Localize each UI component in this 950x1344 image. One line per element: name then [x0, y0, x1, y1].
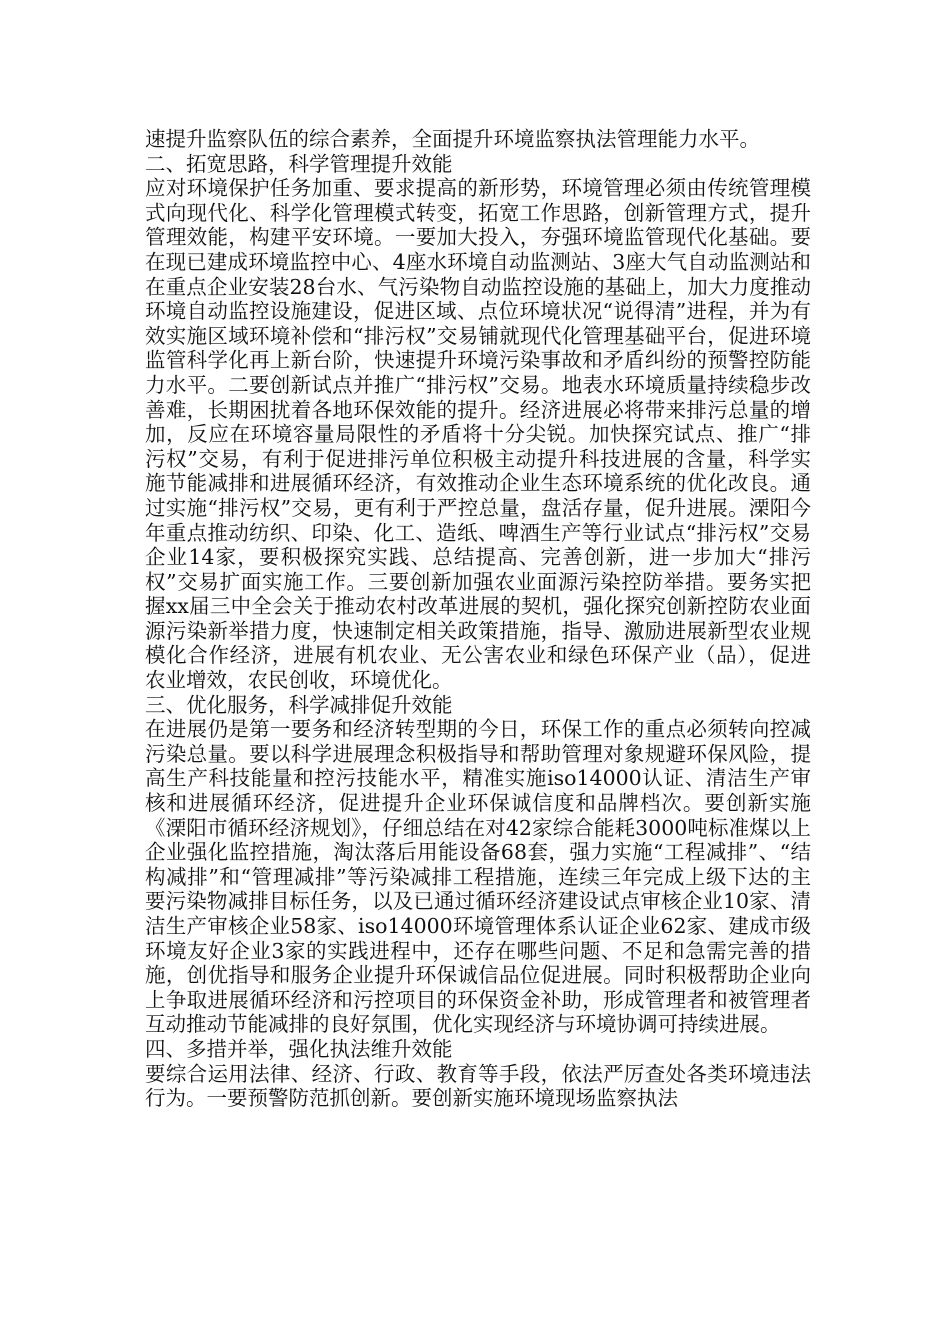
section-heading-4: 四、多措并举，强化执法维升效能 — [145, 1036, 453, 1061]
paragraph-continuation: 速提升监察队伍的综合素养，全面提升环境监察执法管理能力水平。 — [145, 127, 760, 151]
paragraph-section-2: 应对环境保护任务加重、要求提高的新形势，环境管理必须由传统管理模式向现代化、科学化管理模式转变，拓宽工作思路，创新管理方式，提升管理效能，构建平安环境。一要加大投入，夯强环境监管现代化基础。要在现已建成环境监控中心、4座水环境自动监测站、3座大气自动监测站和在重点企业安装28台水、气污染物自动监控设施的基础上，加大力度推动环境自动监控设施建设，促进区域、点位环境状况“说得清”进程，并为有效实施区域环境补偿和“排污权”交易铺就现代化管理基础平台，促进环境监管科学化再上新台阶，快速提升环境污染事故和矛盾纠纷的预警控防能力水平。二要创新试点并推广“排污权”交易。地表水环境质量持续稳步改善难，长期困扰着各地环保效能的提升。经济进展必将带来排污总量的增加，反应在环境容量局限性的矛盾将十分尖锐。加快探究试点、推广“排污权”交易，有利于促进排污单位积极主动提升科技进展的含量，科学实施节能减排和进展循环经济，有效推动企业生态环境系统的优化改良。通过实施“排污权”交易，更有利于严控总量，盘活存量，促升进展。溧阳今年重点推动纺织、印染、化工、造纸、啤酒生产等行业试点“排污权”交易企业14家，要积极探究实践、总结提高、完善创新，进一步加大“排污权”交易扩面实施工作。三要创新加强农业面源污染控防举措。要务实把握xx届三中全会关于推动农村改革进展的契机，强化探究创新控防农业面源污染新举措力度，快速制定相关政策措施，指导、激励进展新型农业规模化合作经济，进展有机农业、无公害农业和绿色环保产业（品），促进农业增效，农民创收，环境优化。 — [145, 176, 811, 693]
paragraph-section-4: 要综合运用法律、经济、行政、教育等手段，依法严厉查处各类环境违法行为。一要预警防范抓创新。要创新实施环境现场监察执法 — [145, 1061, 811, 1111]
paragraph-section-3: 在进展仍是第一要务和经济转型期的今日，环保工作的重点必须转向控减污染总量。要以科学进展理念积极指导和帮助管理对象规避环保风险，提高生产科技能量和控污技能水平，精准实施iso14000认证、清洁生产审核和进展循环经济，促进提升企业环保诚信度和品牌档次。要创新实施《溧阳市循环经济规划》，仔细总结在对42家综合能耗3000吨标准煤以上企业强化监控措施，淘汰落后用能设备68套，强力实施“工程减排”、“结构减排”和“管理减排”等污染减排工程措施，连续三年完成上级下达的主要污染物减排目标任务，以及已通过循环经济建设试点审核企业10家、清洁生产审核企业58家、iso14000环境管理体系认证企业62家、建成市级环境友好企业3家的实践进程中，还存在哪些问题、不足和急需完善的措施，创优指导和服务企业提升环保诚信品位促进展。同时积极帮助企业向上争取进展循环经济和污控项目的环保资金补助，形成管理者和被管理者互动推动节能减排的良好氛围，优化实现经济与环境协调可持续进展。 — [145, 717, 811, 1037]
document-body — [145, 127, 811, 1111]
section-heading-2: 二、拓宽思路，科学管理提升效能 — [145, 151, 453, 176]
section-heading-3: 三、优化服务，科学减排促升效能 — [145, 692, 453, 717]
